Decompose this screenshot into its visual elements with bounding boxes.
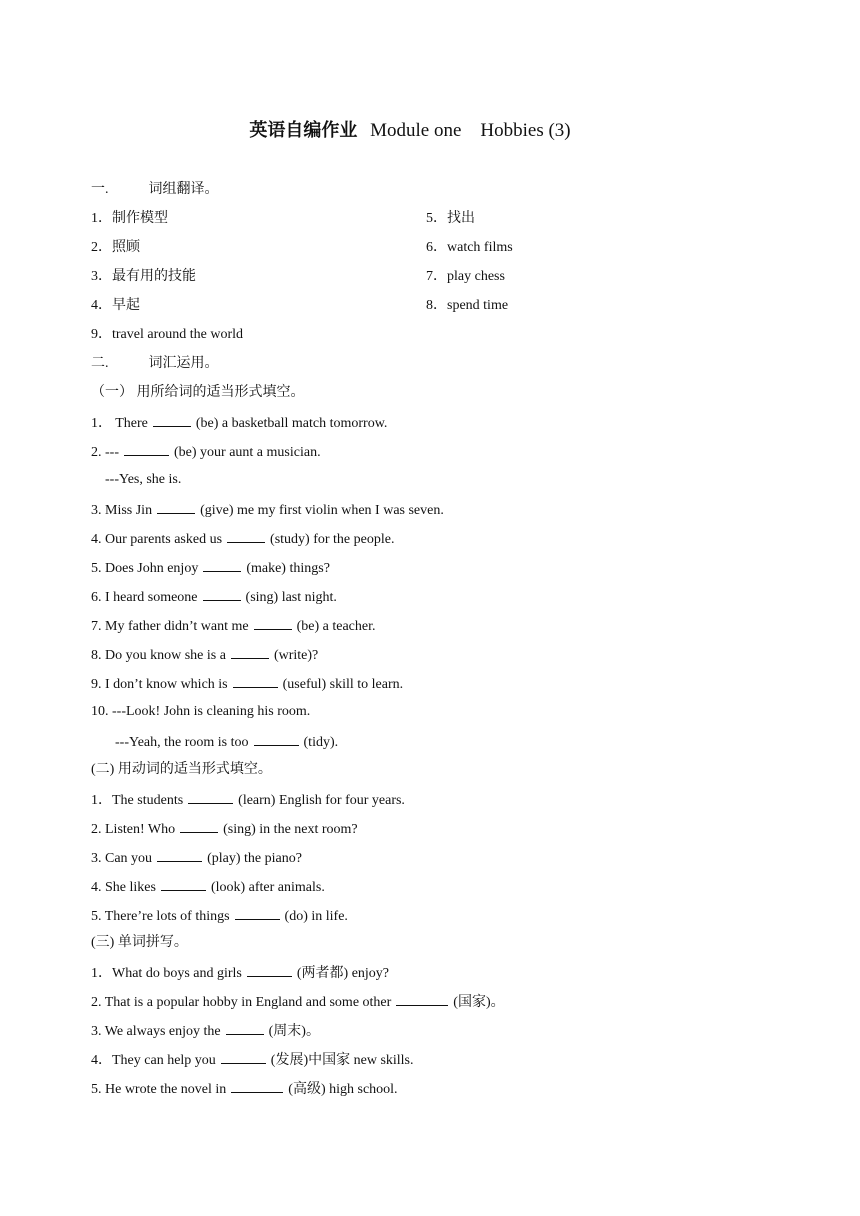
item-text: 最有用的技能	[112, 269, 196, 284]
phrase-item	[91, 326, 243, 344]
answer-blank[interactable]	[231, 645, 269, 659]
section2-number: 二.	[91, 356, 109, 371]
fill-blank-item	[91, 963, 389, 983]
item-suffix: (make) things?	[246, 561, 330, 576]
fill-blank-item	[91, 616, 376, 636]
item-suffix: (国家)。	[453, 995, 505, 1010]
answer-blank[interactable]	[235, 906, 280, 920]
item-suffix: (be) your aunt a musician.	[174, 445, 321, 460]
item-text: travel around the world	[112, 327, 244, 342]
item-prefix: 2. That is a popular hobby in England and some other	[91, 995, 392, 1010]
item-prefix: 5. He wrote the novel in	[91, 1082, 227, 1097]
item-text: play chess	[447, 269, 505, 284]
answer-blank[interactable]	[254, 616, 292, 630]
item-number: 4．	[91, 298, 112, 313]
answer-blank[interactable]	[203, 587, 241, 601]
item-prefix: 3. We always enjoy the	[91, 1024, 221, 1039]
item-number: 6．	[426, 240, 447, 255]
item-prefix: 1．The students	[91, 793, 184, 808]
fill-blank-item	[91, 790, 405, 810]
answer-blank[interactable]	[124, 442, 169, 456]
item-suffix: (sing) in the next room?	[223, 822, 358, 837]
item-suffix: (周末)。	[268, 1024, 320, 1039]
phrase-item	[91, 210, 168, 228]
phrase-item	[91, 239, 140, 257]
phrase-item	[426, 239, 513, 257]
fill-blank-item	[91, 500, 444, 520]
fill-blank-item	[91, 674, 403, 694]
answer-blank[interactable]	[161, 877, 206, 891]
fill-blank-item	[91, 848, 302, 868]
item-prefix: 3. Can you	[91, 851, 153, 866]
item-number: 2．	[91, 240, 112, 255]
item-prefix: 1．What do boys and girls	[91, 966, 242, 981]
item-suffix: (发展)中国家 new skills.	[270, 1053, 414, 1068]
item-prefix: 7. My father didn’t want me	[91, 619, 249, 634]
item-prefix: 5. There’re lots of things	[91, 909, 230, 924]
part3-heading: (三) 单词拼写。	[91, 935, 188, 950]
section2-title: 词汇运用。	[148, 356, 219, 371]
answer-blank[interactable]	[157, 848, 202, 862]
page-title	[0, 115, 820, 142]
answer-blank[interactable]	[231, 1079, 283, 1093]
fill-blank-item	[91, 413, 387, 433]
fill-blank-item	[91, 992, 505, 1012]
item-suffix: (play) the piano?	[207, 851, 302, 866]
item-suffix: (sing) last night.	[245, 590, 337, 605]
answer-blank[interactable]	[153, 413, 191, 427]
item-suffix: (两者都) enjoy?	[296, 966, 390, 981]
fill-blank-item	[91, 819, 358, 839]
item-prefix: 1． There	[91, 416, 148, 431]
title-chinese: 英语自编作业	[249, 120, 358, 141]
item-suffix: (useful) skill to learn.	[282, 677, 404, 692]
item-prefix: 2. Listen! Who	[91, 822, 176, 837]
response-line: ---Yes, she is.	[105, 472, 182, 487]
answer-blank[interactable]	[226, 1021, 264, 1035]
item-number: 8．	[426, 298, 447, 313]
section1-number: 一.	[91, 182, 109, 197]
item-suffix: (study) for the people.	[270, 532, 395, 547]
answer-blank[interactable]	[180, 819, 218, 833]
fill-blank-item	[91, 1050, 414, 1070]
item-prefix: 4. Our parents asked us	[91, 532, 223, 547]
answer-blank[interactable]	[221, 1050, 266, 1064]
item-prefix: 2. ---	[91, 445, 119, 460]
answer-blank[interactable]	[227, 529, 265, 543]
answer-blank[interactable]	[396, 992, 448, 1006]
fill-blank-item	[91, 1021, 320, 1041]
item-prefix: 8. Do you know she is a	[91, 648, 226, 663]
item-prefix: ---Yeah, the room is too	[115, 735, 249, 750]
answer-blank[interactable]	[254, 732, 299, 746]
phrase-item	[426, 268, 505, 286]
fill-blank-item	[91, 587, 337, 607]
item-prefix: 4. She likes	[91, 880, 156, 895]
phrase-item	[91, 268, 196, 286]
answer-blank[interactable]	[188, 790, 233, 804]
item-number: 9．	[91, 327, 112, 342]
item-prefix: 9. I don’t know which is	[91, 677, 228, 692]
item-prefix: 3. Miss Jin	[91, 503, 153, 518]
dialogue-line: 10. ---Look! John is cleaning his room.	[91, 704, 311, 719]
part1-heading: （一） 用所给词的适当形式填空。	[91, 385, 305, 400]
item-text: spend time	[447, 298, 509, 313]
section2-heading	[91, 355, 219, 373]
item-number: 3．	[91, 269, 112, 284]
item-text: 照顾	[112, 240, 140, 255]
item-number: 7．	[426, 269, 447, 284]
phrase-item	[91, 297, 140, 315]
phrase-item	[426, 297, 508, 315]
item-prefix: 5. Does John enjoy	[91, 561, 199, 576]
fill-blank-item	[91, 645, 318, 665]
section1-heading	[91, 181, 219, 199]
fill-blank-item	[91, 529, 394, 549]
fill-blank-item	[91, 877, 325, 897]
item-suffix: (look) after animals.	[210, 880, 325, 895]
item-text: watch films	[447, 240, 513, 255]
item-number: 1．	[91, 211, 112, 226]
answer-blank[interactable]	[203, 558, 241, 572]
item-text: 制作模型	[112, 211, 168, 226]
item-suffix: (do) in life.	[284, 909, 348, 924]
fill-blank-item	[115, 732, 338, 752]
item-suffix: (高级) high school.	[288, 1082, 398, 1097]
item-suffix: (be) a teacher.	[296, 619, 376, 634]
item-text: 早起	[112, 298, 140, 313]
item-prefix: 6. I heard someone	[91, 590, 198, 605]
fill-blank-item	[91, 558, 330, 578]
item-suffix: (give) me my first violin when I was seven.	[200, 503, 444, 518]
item-suffix: (learn) English for four years.	[238, 793, 405, 808]
answer-blank[interactable]	[157, 500, 195, 514]
answer-blank[interactable]	[233, 674, 278, 688]
phrase-item	[426, 210, 475, 228]
item-suffix: (tidy).	[303, 735, 339, 750]
item-suffix: (write)?	[273, 648, 319, 663]
item-number: 5．	[426, 211, 447, 226]
item-suffix: (be) a basketball match tomorrow.	[195, 416, 388, 431]
title-english: Module one Hobbies (3)	[370, 120, 571, 141]
item-text: 找出	[447, 211, 475, 226]
item-prefix: 4．They can help you	[91, 1053, 216, 1068]
fill-blank-item	[91, 1079, 398, 1099]
fill-blank-item	[91, 442, 321, 462]
answer-blank[interactable]	[247, 963, 292, 977]
part2-heading: (二) 用动词的适当形式填空。	[91, 762, 272, 777]
section1-title: 词组翻译。	[148, 182, 219, 197]
fill-blank-item	[91, 906, 348, 926]
